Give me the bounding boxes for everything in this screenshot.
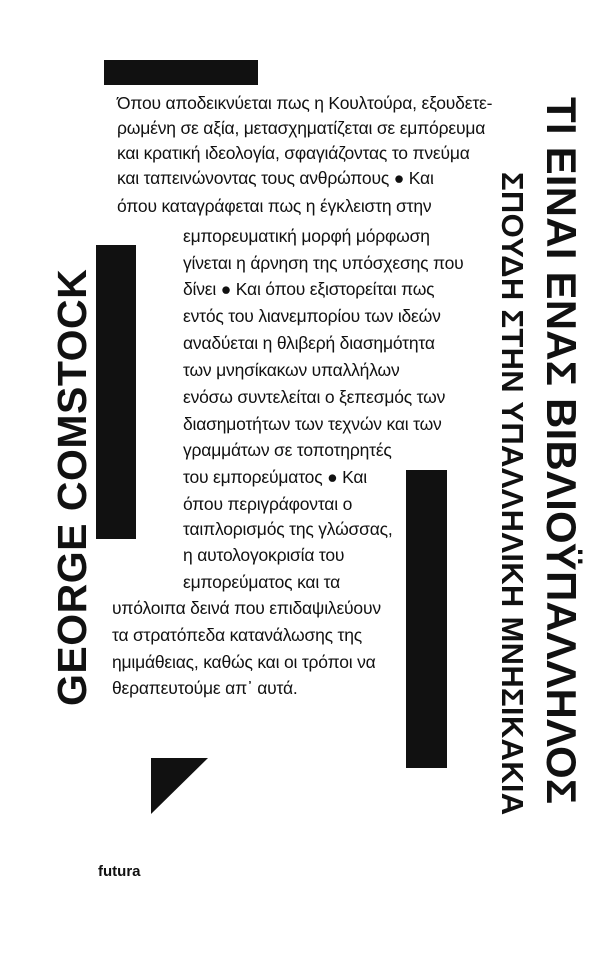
blurb-line: ημιμάθειας, καθώς και οι τρόποι να — [112, 652, 376, 672]
bottom-black-shape — [151, 758, 209, 815]
blurb-line: υπόλοιπα δεινά που επιδαψιλεύουν — [112, 598, 381, 618]
blurb-line: εντός του λιανεμπορίου των ιδεών — [183, 306, 441, 326]
blurb-line: γραμμάτων σε τοποτηρητές — [183, 440, 392, 460]
blurb-line: ρωμένη σε αξία, μετασχηματίζεται σε εμπόρευμα — [117, 118, 486, 138]
blurb-line: εμπορευματική μορφή μόρφωση — [183, 226, 430, 246]
publisher-name: futura — [98, 863, 141, 880]
blurb-line: ταιπλορισμός της γλώσσας, — [183, 519, 393, 539]
book-title: ΤΙ ΕΙΝΑΙ ΕΝΑΣ ΒΙΒΛΙΟΫΠΑΛΛΗΛΟΣ — [538, 97, 585, 805]
blurb-line: η αυτολογοκρισία του — [183, 545, 345, 565]
right-black-bar — [406, 470, 447, 768]
book-subtitle: ΣΠΟΥΔΗ ΣΤΗΝ ΥΠΑΛΛΗΛΙΚΗ ΜΝΗΣΙΚΑΚΙΑ — [495, 172, 530, 816]
top-black-bar — [104, 60, 258, 85]
blurb-line: θεραπευτούμε απ᾽ αυτά. — [112, 678, 298, 698]
blurb-line: όπου περιγράφονται ο — [183, 494, 353, 514]
left-black-bar — [96, 245, 136, 539]
blurb-line: ενόσω συντελείται ο ξεπεσμός των — [183, 387, 446, 407]
blurb-line: και ταπεινώνοντας τους ανθρώπους ● Και — [117, 168, 434, 188]
blurb-line: γίνεται η άρνηση της υπόσχεσης που — [183, 253, 464, 273]
blurb-line: δίνει ● Και όπου εξιστορείται πως — [183, 279, 435, 299]
blurb-line: των μνησίκακων υπαλλήλων — [183, 360, 400, 380]
blurb-line: Όπου αποδεικνύεται πως η Κουλτούρα, εξουδετε- — [117, 93, 493, 113]
blurb-line: τα στρατόπεδα κατανάλωσης της — [112, 625, 362, 645]
blurb-line: όπου καταγράφεται πως η έγκλειστη στην — [117, 196, 432, 216]
blurb-line: εμπορεύματος και τα — [183, 572, 341, 592]
blurb-line: του εμπορεύματος ● Και — [183, 467, 367, 487]
blurb-line: και κρατική ιδεολογία, σφαγιάζοντας το πνεύμα — [117, 143, 470, 163]
blurb-line: διασημοτήτων των τεχνών και των — [183, 414, 442, 434]
author-name: GEORGE COMSTOCK — [49, 268, 95, 706]
blurb-line: αναδύεται η θλιβερή διασημότητα — [183, 333, 435, 353]
